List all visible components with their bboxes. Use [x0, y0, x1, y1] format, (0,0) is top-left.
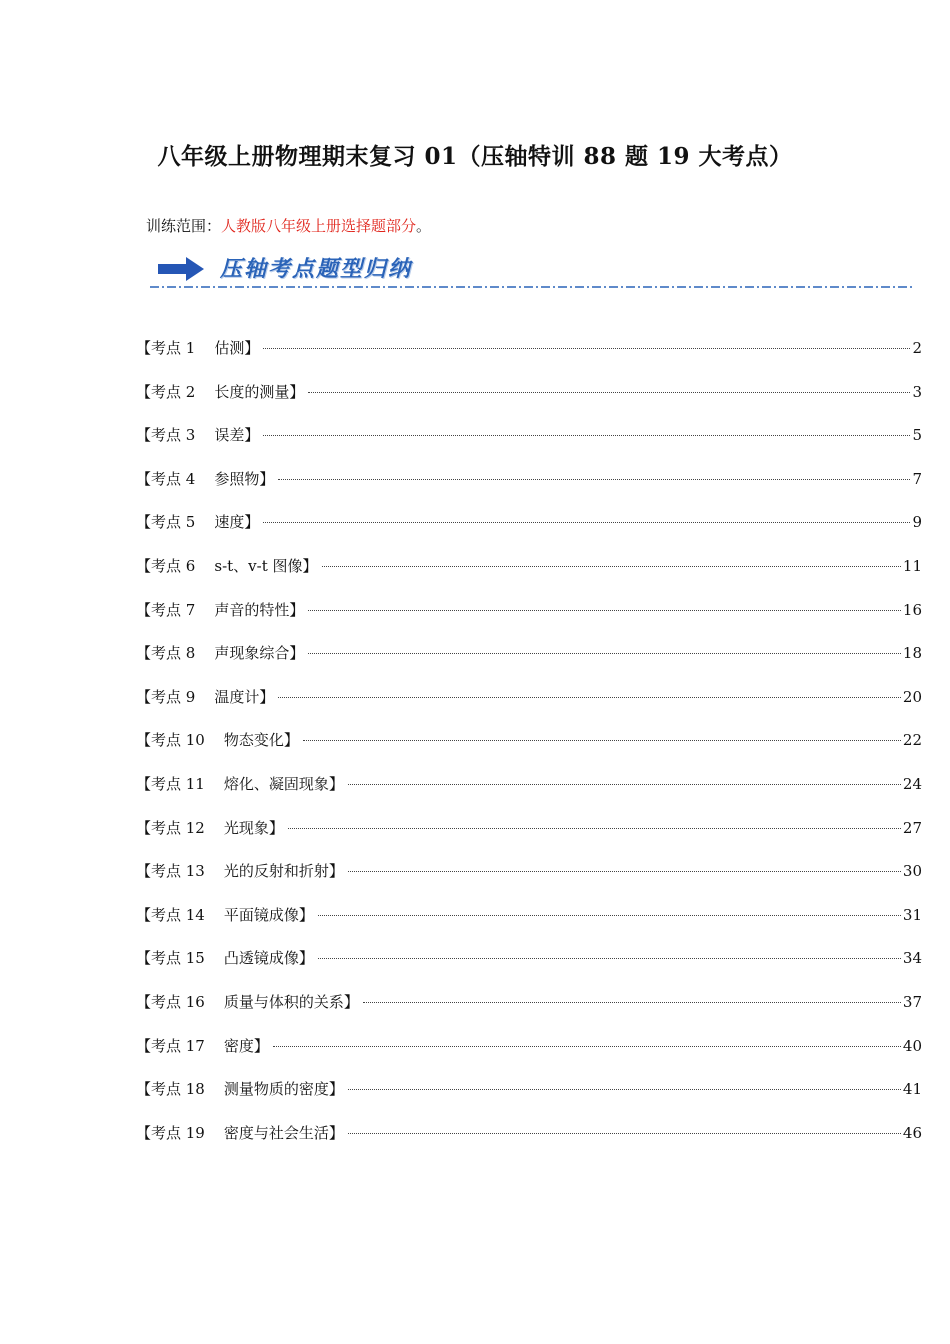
toc-entry[interactable]: [136, 555, 922, 599]
toc-entry[interactable]: [136, 991, 922, 1035]
toc-dot-leader: [278, 479, 910, 480]
toc-entry-label: 【考点 18 测量物质的密度】: [136, 1080, 344, 1099]
toc-entry-page: 24: [902, 774, 922, 793]
toc-entry[interactable]: [136, 642, 922, 686]
toc-entry[interactable]: [136, 468, 922, 512]
toc-dot-leader: [348, 784, 901, 785]
toc-dot-leader: [318, 915, 901, 916]
toc-dot-leader: [263, 435, 910, 436]
toc-entry-page: 46: [902, 1123, 922, 1142]
document-title: 八年级上册物理期末复习 01（压轴特训 88 题 19 大考点）: [157, 143, 793, 170]
toc-dot-leader: [348, 1089, 901, 1090]
toc-dot-leader: [288, 828, 901, 829]
toc-entry-label: 【考点 11 熔化、凝固现象】: [136, 774, 344, 793]
toc-entry[interactable]: [136, 817, 922, 861]
toc-entry[interactable]: [136, 337, 922, 381]
toc-entry-page: 41: [902, 1080, 922, 1099]
toc-entry-page: 7: [912, 469, 922, 488]
toc-entry-label: 【考点 3 误差】: [136, 426, 260, 445]
toc-entry[interactable]: [136, 381, 922, 425]
toc-entry-label: 【考点 17 密度】: [136, 1036, 269, 1055]
toc-entry-page: 11: [902, 556, 922, 575]
toc-dot-leader: [322, 566, 901, 567]
toc-entry-label: 【考点 13 光的反射和折射】: [136, 862, 344, 881]
toc-entry-label: 【考点 10 物态变化】: [136, 731, 299, 750]
toc-dot-leader: [278, 697, 901, 698]
toc-entry[interactable]: [136, 424, 922, 468]
toc-entry[interactable]: [136, 860, 922, 904]
toc-entry-label: 【考点 7 声音的特性】: [136, 600, 305, 619]
toc-entry-label: 【考点 1 估测】: [136, 339, 260, 357]
section-banner: [150, 252, 915, 292]
toc-entry[interactable]: [136, 773, 922, 817]
toc-entry-label: 【考点 12 光现象】: [136, 818, 284, 837]
toc-entry-page: 16: [902, 600, 922, 619]
toc-entry-label: 【考点 15 凸透镜成像】: [136, 949, 314, 968]
toc-entry[interactable]: [136, 599, 922, 643]
toc-entry-page: 31: [902, 905, 922, 924]
toc-entry-label: 【考点 8 声现象综合】: [136, 644, 305, 663]
toc-entry[interactable]: [136, 511, 922, 555]
toc-entry[interactable]: [136, 686, 922, 730]
toc-dot-leader: [308, 392, 910, 393]
toc-entry-label: 【考点 4 参照物】: [136, 469, 275, 488]
table-of-contents: [136, 337, 922, 1165]
toc-entry-page: 5: [912, 426, 922, 445]
toc-entry[interactable]: [136, 1122, 922, 1166]
toc-entry-page: 18: [902, 644, 922, 663]
toc-dot-leader: [273, 1046, 901, 1047]
toc-entry-page: 34: [902, 949, 922, 968]
toc-dot-leader: [308, 610, 901, 611]
toc-dot-leader: [348, 871, 901, 872]
toc-entry-label: 【考点 5 速度】: [136, 513, 260, 532]
toc-dot-leader: [303, 740, 901, 741]
toc-entry-page: 30: [902, 862, 922, 881]
toc-entry[interactable]: [136, 1035, 922, 1079]
toc-dot-leader: [318, 958, 901, 959]
scope-label: 训练范围：: [146, 217, 222, 235]
toc-entry[interactable]: [136, 729, 922, 773]
toc-entry-page: 9: [912, 513, 922, 532]
toc-entry-page: 27: [902, 818, 922, 837]
toc-entry[interactable]: [136, 947, 922, 991]
toc-dot-leader: [308, 653, 901, 654]
toc-entry-page: 2: [912, 339, 922, 357]
toc-dot-leader: [263, 522, 910, 523]
toc-entry-page: 40: [902, 1036, 922, 1055]
toc-dot-leader: [348, 1133, 901, 1134]
toc-entry[interactable]: [136, 1078, 922, 1122]
toc-dot-leader: [363, 1002, 901, 1003]
toc-entry[interactable]: [136, 904, 922, 948]
scope-value: 人教版八年级上册选择题部分: [221, 217, 417, 235]
toc-entry-label: 【考点 6 s-t、v-t 图像】: [136, 556, 318, 575]
banner-title: 压轴考点题型归纳: [220, 256, 413, 282]
training-scope: [146, 215, 431, 236]
toc-dot-leader: [263, 348, 910, 349]
toc-entry-page: 22: [902, 731, 922, 750]
toc-entry-label: 【考点 14 平面镜成像】: [136, 905, 314, 924]
toc-entry-label: 【考点 2 长度的测量】: [136, 382, 305, 401]
toc-entry-page: 3: [912, 382, 922, 401]
toc-entry-label: 【考点 16 质量与体积的关系】: [136, 992, 359, 1011]
toc-entry-page: 20: [902, 687, 922, 706]
toc-entry-label: 【考点 19 密度与社会生活】: [136, 1123, 344, 1142]
toc-entry-page: 37: [902, 992, 922, 1011]
toc-entry-label: 【考点 9 温度计】: [136, 687, 275, 706]
scope-end: 。: [416, 217, 432, 235]
